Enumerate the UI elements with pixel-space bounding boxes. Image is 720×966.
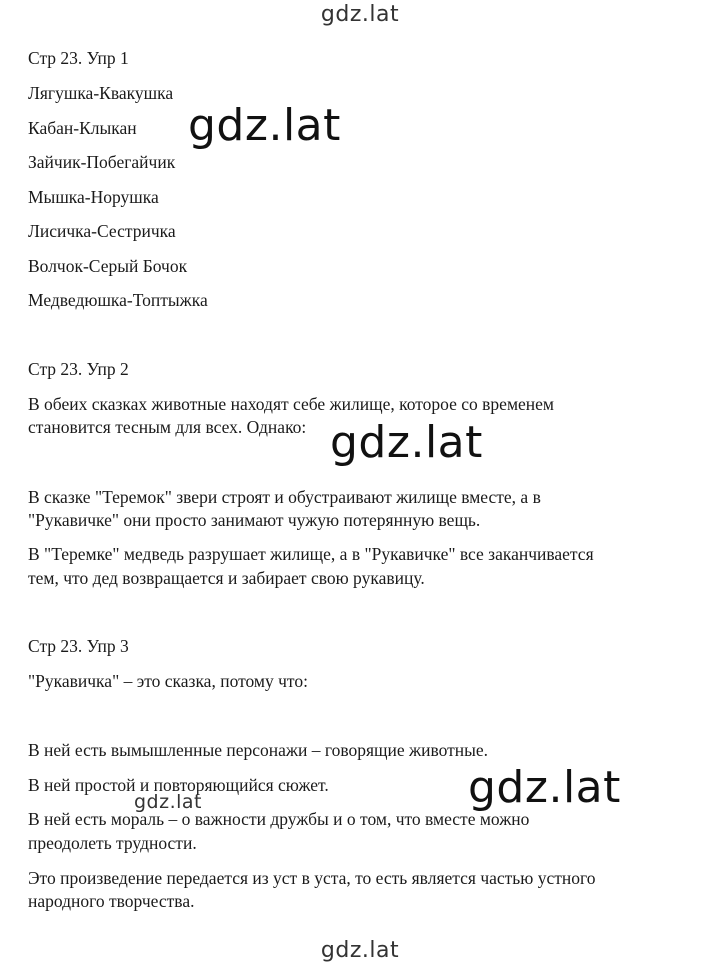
paragraph-line: В обеих сказках животные находят себе жилище, которое со временем — [28, 394, 554, 414]
paragraph-line: В ней есть мораль – о важности дружбы и о том, что вместе можно — [28, 809, 530, 829]
list-item: Кабан-Клыкан — [28, 118, 137, 138]
watermark-overlay: gdz.lat — [188, 100, 341, 151]
paragraph-line: "Рукавичке" они просто занимают чужую потерянную вещь. — [28, 510, 481, 530]
section3-heading: Стр 23. Упр 3 — [28, 636, 129, 656]
watermark-small: gdz.lat — [134, 791, 203, 813]
list-item: Мышка-Норушка — [28, 187, 159, 207]
paragraph-line: преодолеть трудности. — [28, 833, 197, 853]
paragraph-line: В ней простой и повторяющийся сюжет. — [28, 775, 329, 795]
watermark-bottom: gdz.lat — [320, 938, 400, 963]
section1-heading: Стр 23. Упр 1 — [28, 48, 129, 68]
paragraph-line: становится тесным для всех. Однако: — [28, 417, 307, 437]
list-item: Волчок-Серый Бочок — [28, 256, 188, 276]
list-item: Лисичка-Сестричка — [28, 221, 176, 241]
watermark-overlay: gdz.lat — [468, 762, 621, 813]
list-item: Медведюшка-Топтыжка — [28, 290, 208, 310]
list-item: Зайчик-Побегайчик — [28, 152, 176, 172]
watermark-top: gdz.lat — [320, 2, 400, 27]
watermark-overlay: gdz.lat — [330, 417, 483, 468]
paragraph-line: В "Теремке" медведь разрушает жилище, а в "Рукавичке" все заканчивается — [28, 544, 594, 564]
paragraph-line: "Рукавичка" – это сказка, потому что: — [28, 671, 308, 691]
paragraph-line: В сказке "Теремок" звери строят и обустраивают жилище вместе, а в — [28, 487, 541, 507]
section2-heading: Стр 23. Упр 2 — [28, 359, 129, 379]
list-item: Лягушка-Квакушка — [28, 83, 174, 103]
paragraph-line: тем, что дед возвращается и забирает свою рукавицу. — [28, 568, 425, 588]
paragraph-line: В ней есть вымышленные персонажи – говорящие животные. — [28, 740, 489, 760]
paragraph-line: народного творчества. — [28, 891, 195, 911]
paragraph-line: Это произведение передается из уст в уста, то есть является частью устного — [28, 868, 596, 888]
